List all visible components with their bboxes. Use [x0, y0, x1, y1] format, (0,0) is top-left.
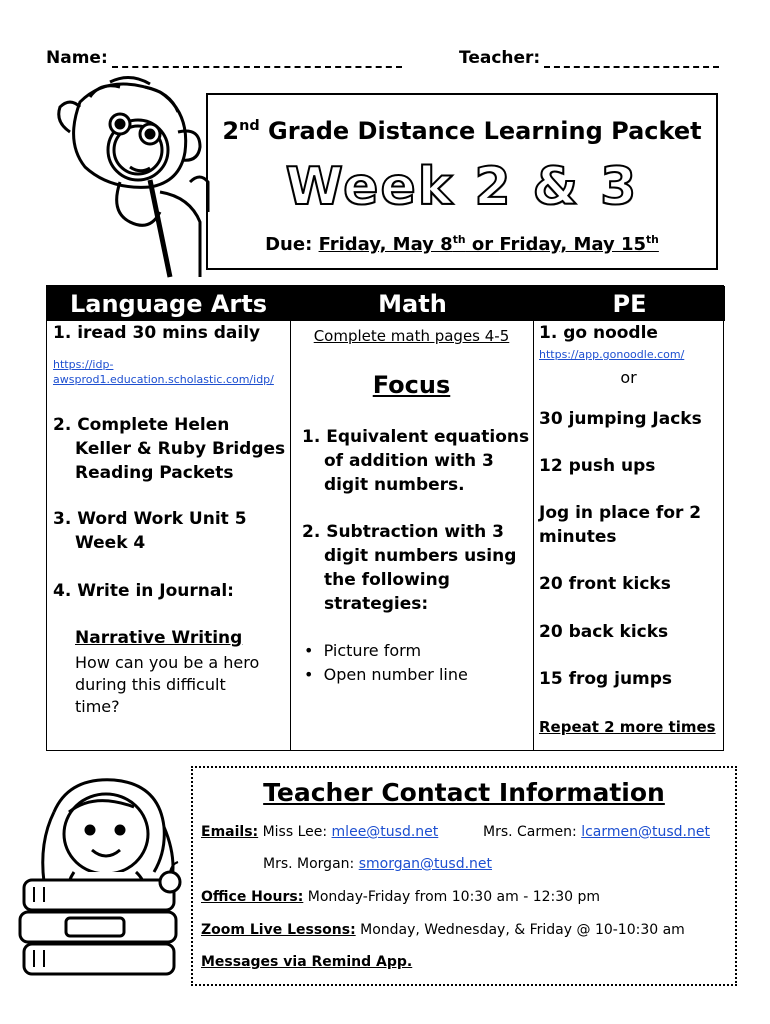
pe-exercise-5: 20 back kicks	[539, 622, 669, 642]
pe-exercise-6: 15 frog jumps	[539, 669, 673, 689]
girl-with-magnifying-glass-icon	[50, 72, 210, 282]
la-link-line-1[interactable]: https://idp-	[53, 358, 114, 371]
contact-title: Teacher Contact Information	[263, 778, 665, 807]
math-column	[290, 321, 533, 750]
packet-title: 2nd Grade Distance Learning Packet	[222, 117, 702, 145]
pe-exercise-1: 30 jumping Jacks	[539, 409, 702, 429]
pe-item-gonoodle: 1. go noodle	[539, 323, 658, 343]
teacher-label: Teacher:	[459, 48, 541, 68]
carmen-email-link[interactable]: lcarmen@tusd.net	[581, 824, 710, 840]
language-arts-column	[47, 321, 290, 750]
morgan-email-link[interactable]: smorgan@tusd.net	[358, 856, 493, 872]
la-item-journal: 4. Write in Journal:	[53, 581, 234, 601]
math-focus-2b: digit numbers using	[324, 546, 517, 566]
la-narrative-line-3: time?	[75, 697, 120, 716]
la-item-iread: 1. iread 30 mins daily	[53, 323, 261, 343]
math-focus-2d: strategies:	[324, 594, 429, 614]
name-label: Name:	[46, 48, 108, 68]
due-date-line: Due: Friday, May 8th or Friday, May 15th	[265, 233, 659, 255]
teacher-line[interactable]	[544, 52, 719, 68]
pe-exercise-4: 20 front kicks	[539, 574, 671, 594]
emails-line: Emails: Miss Lee: mlee@tusd.net	[201, 824, 439, 840]
name-line[interactable]	[112, 52, 402, 68]
la-narrative-line-2: during this difficult	[75, 675, 226, 694]
remind-line: Messages via Remind App.	[201, 954, 413, 970]
pe-repeat: Repeat 2 more times	[539, 718, 716, 736]
lee-email-link[interactable]: mlee@tusd.net	[331, 824, 439, 840]
pe-exercise-3: Jog in place for 2	[539, 503, 702, 523]
pe-exercise-3b: minutes	[539, 527, 617, 547]
pe-or: or	[620, 368, 637, 387]
la-item-complete: 2. Complete Helen	[53, 415, 230, 435]
math-bullet-1: • Picture form	[304, 641, 422, 660]
carmen-line: Mrs. Carmen: lcarmen@tusd.net	[483, 824, 710, 840]
header-math: Math	[290, 286, 534, 321]
la-narrative-title: Narrative Writing	[75, 628, 243, 648]
zoom-line: Zoom Live Lessons: Monday, Wednesday, & Friday @ 10-10:30 am	[201, 922, 685, 938]
morgan-line: Mrs. Morgan: smorgan@tusd.net	[263, 856, 493, 872]
la-narrative-line-1: How can you be a hero	[75, 653, 260, 672]
title-box	[206, 93, 718, 270]
math-focus: Focus	[372, 371, 451, 399]
pe-column	[533, 321, 724, 750]
math-focus-2: 2. Subtraction with 3	[302, 522, 504, 542]
office-hours-line: Office Hours: Monday-Friday from 10:30 am - 12:30 pm	[201, 889, 601, 905]
header-pe: PE	[533, 286, 725, 321]
la-item-complete-3: Reading Packets	[75, 463, 234, 483]
la-item-word-work-2: Week 4	[75, 533, 146, 553]
math-focus-1b: of addition with 3	[324, 451, 494, 471]
week-title: Week 2 & 3	[285, 157, 639, 217]
girl-reading-books-icon	[14, 772, 190, 982]
contact-box	[191, 766, 737, 986]
teacher-field	[459, 48, 719, 68]
pe-exercise-2: 12 push ups	[539, 456, 656, 476]
la-item-complete-2: Keller & Ruby Bridges	[75, 439, 286, 459]
math-bullet-2: • Open number line	[304, 665, 468, 684]
schedule-table	[46, 285, 724, 751]
math-focus-1c: digit numbers.	[324, 475, 465, 495]
math-focus-1: 1. Equivalent equations	[302, 427, 530, 447]
la-link-line-2[interactable]: awsprod1.education.scholastic.com/idp/	[53, 373, 274, 386]
math-pages: Complete math pages 4-5	[313, 327, 510, 345]
math-focus-2c: the following	[324, 570, 450, 590]
pe-link[interactable]: https://app.gonoodle.com/	[539, 348, 685, 361]
la-item-word-work: 3. Word Work Unit 5	[53, 509, 247, 529]
name-field	[46, 48, 402, 68]
header-language-arts: Language Arts	[47, 286, 290, 321]
